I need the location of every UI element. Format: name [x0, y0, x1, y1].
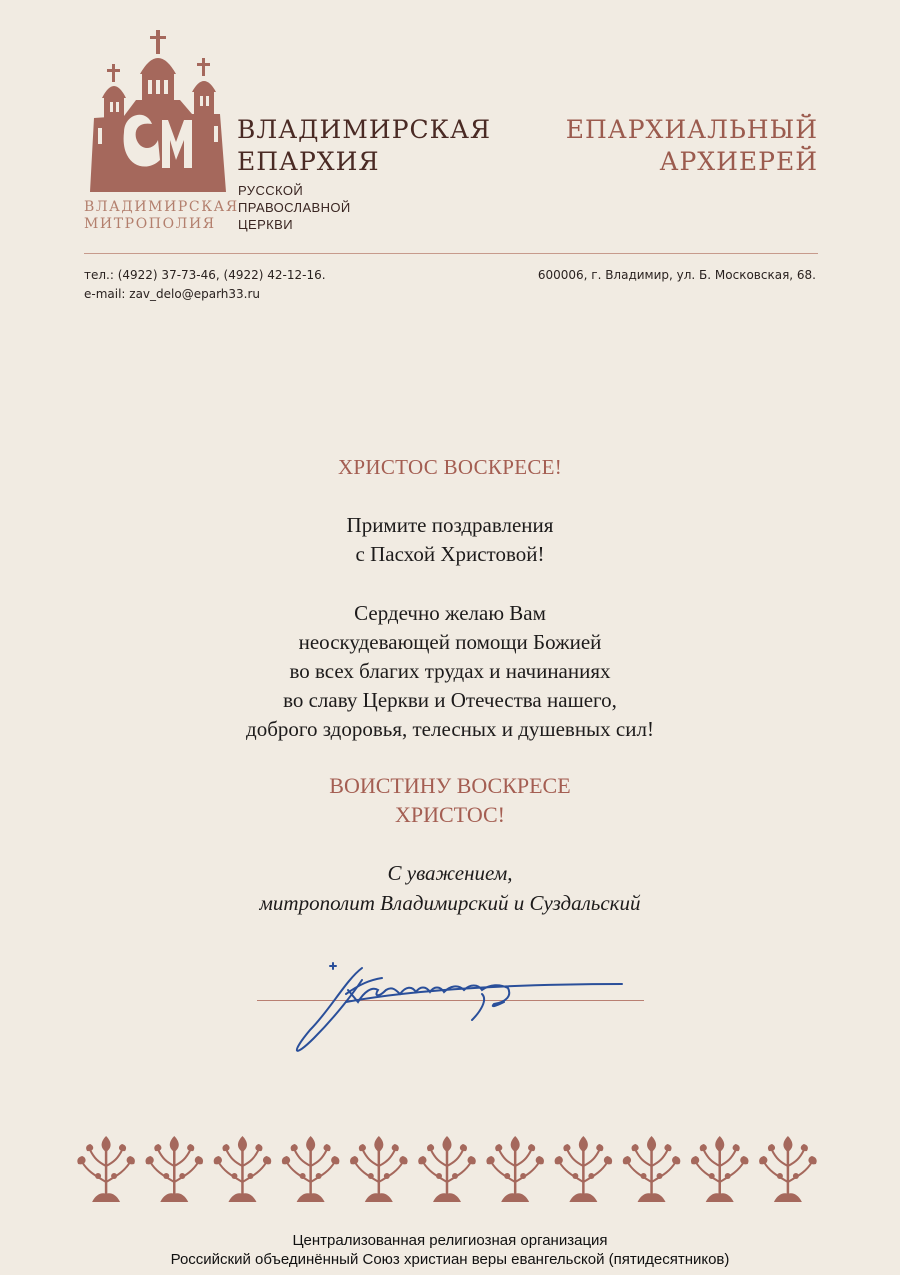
floral-motif: [691, 1136, 749, 1202]
floral-motif: [418, 1136, 476, 1202]
logo-caption-line: МИТРОПОЛИЯ: [84, 216, 216, 232]
church-subtitle-line: РУССКОЙ: [238, 183, 304, 198]
logo-caption-line: ВЛАДИМИРСКАЯ: [84, 199, 239, 215]
header-divider: [84, 253, 818, 254]
floral-motif: [145, 1136, 203, 1202]
paragraph-wishes: [0, 599, 900, 744]
eparchy-title-line: ВЛАДИМИРСКАЯ: [237, 115, 492, 144]
floral-motif: [282, 1136, 340, 1202]
archpastor-title-line: ЕПАРХИАЛЬНЫЙ: [565, 115, 818, 144]
floral-motif: [214, 1136, 272, 1202]
floral-motif: [623, 1136, 681, 1202]
cathedral-logo-icon: [84, 28, 232, 196]
response-line: ХРИСТОС!: [395, 802, 505, 827]
floral-motif: [486, 1136, 544, 1202]
phone-text: тел.: (4922) 37-73-46, (4922) 42-12-16.: [84, 268, 326, 282]
paragraph-line: доброго здоровья, телесных и душевных сил!: [246, 717, 654, 741]
address-text: 600006, г. Владимир, ул. Б. Московская, 68.: [537, 268, 816, 282]
paragraph-line: во всех благих трудах и начинаниях: [289, 659, 611, 683]
paragraph-line: с Пасхой Христовой!: [355, 542, 545, 566]
church-subtitle-line: ПРАВОСЛАВНОЙ: [238, 200, 351, 215]
greeting-heading: ХРИСТОС ВОСКРЕСЕ!: [337, 455, 563, 479]
floral-ornament-icon: [72, 1132, 822, 1206]
church-subtitle-line: ЦЕРКВИ: [238, 217, 293, 232]
floral-motif: [759, 1136, 817, 1202]
closing-regards: [0, 858, 900, 918]
logo-caption: [84, 199, 239, 233]
archpastor-title: [566, 114, 818, 178]
eparchy-title: [237, 114, 491, 178]
paragraph-line: неоскудевающей помощи Божией: [298, 630, 602, 654]
footer-line-2: Российский объединённый Союз христиан веры евангельской (пятидесятников): [170, 1251, 730, 1268]
archpastor-title-line: АРХИЕРЕЙ: [659, 147, 818, 176]
church-subtitle: [238, 182, 351, 233]
contacts: [84, 266, 326, 304]
response-line: ВОИСТИНУ ВОСКРЕСЕ: [329, 773, 571, 798]
paragraph-congrats: [0, 511, 900, 569]
floral-motif: [350, 1136, 408, 1202]
footer-line-1: Централизованная религиозная организация: [292, 1232, 608, 1249]
eparchy-title-line: ЕПАРХИЯ: [237, 147, 380, 176]
paschal-response: [0, 771, 900, 829]
paragraph-line: Примите поздравления: [346, 513, 554, 537]
signature-icon: [250, 950, 650, 1060]
regards-line: митрополит Владимирский и Суздальский: [259, 891, 641, 915]
regards-line: С уважением,: [387, 861, 513, 885]
floral-motif: [555, 1136, 613, 1202]
floral-motif: [77, 1136, 135, 1202]
paragraph-line: Сердечно желаю Вам: [354, 601, 546, 625]
email-link[interactable]: e-mail: zav_delo@eparh33.ru: [84, 287, 261, 301]
paragraph-line: во славу Церкви и Отечества нашего,: [283, 688, 617, 712]
